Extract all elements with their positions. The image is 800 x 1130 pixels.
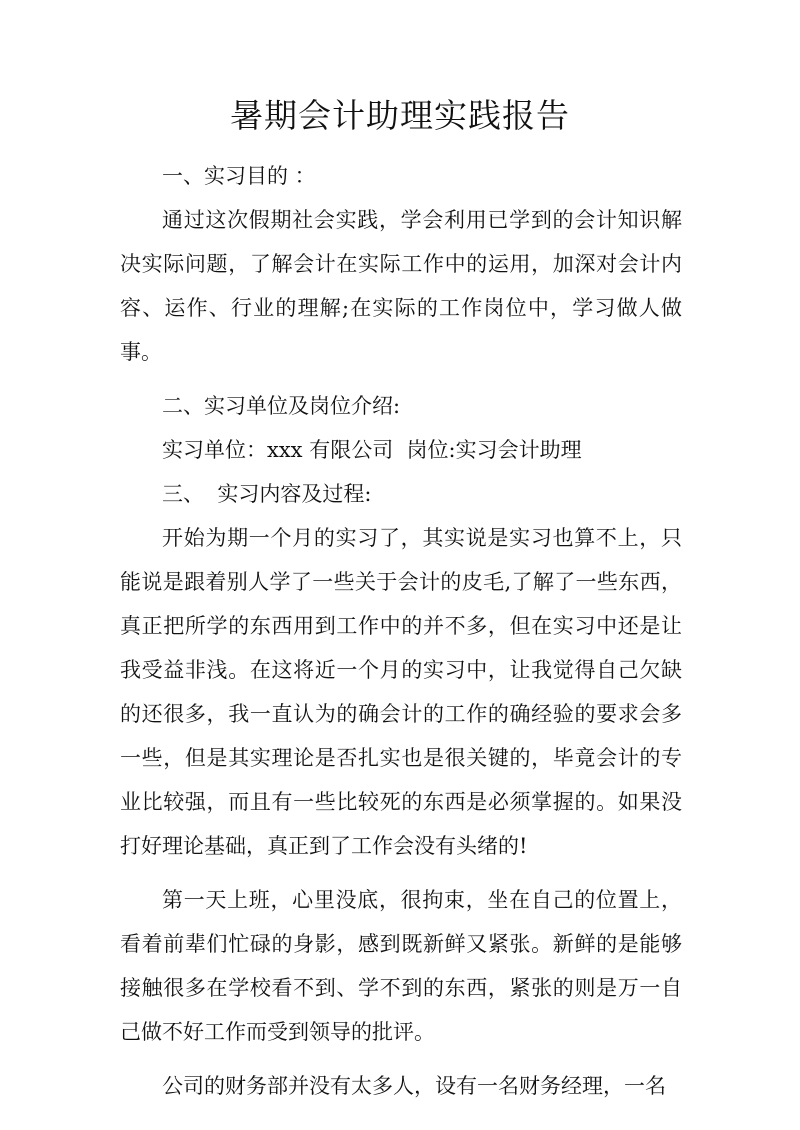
paragraph-content-1: 开始为期一个月的实习了，其实说是实习也算不上，只能说是跟着别人学了一些关于会计的皮毛,了解了一些东西，真正把所学的东西用到工作中的并不多，但在实习中还是让我受益非浅。在这将近一个月的实习中，让我觉得自己欠缺的还很多，我一直认为的确会计的工作的确经验的要求会多一些，但是其实理论是否扎实也是很关键的，毕竟会计的专业比较强，而且有一些比较死的东西是必须掌握的。如果没打好理论基础，真正到了工作会没有头绪的! <box>120 526 682 858</box>
paragraph-unit-info: 实习单位：xxx 有限公司 岗位:实习会计助理 <box>162 438 582 462</box>
document-body <box>120 154 682 1108</box>
section-heading-content: 三、 实习内容及过程: <box>162 482 372 506</box>
section-heading-unit: 二、实习单位及岗位介绍: <box>162 394 401 418</box>
paragraph-content-2: 第一天上班，心里没底，很拘束，坐在自己的位置上，看着前辈们忙碌的身影，感到既新鲜又紧张。新鲜的是能够接触很多在学校看不到、学不到的东西，紧张的则是万一自己做不好工作而受到领导的批评。 <box>120 888 682 1044</box>
document-title: 暑期会计助理实践报告 <box>230 96 570 135</box>
section-heading-purpose: 一、实习目的 ： <box>162 164 316 188</box>
paragraph-purpose: 通过这次假期社会实践，学会利用已学到的会计知识解决实际问题，了解会计在实际工作中的运用，加深对会计内容、运作、行业的理解;在实际的工作岗位中，学习做人做事。 <box>120 208 682 364</box>
paragraph-content-3: 公司的财务部并没有太多人，设有一名财务经理，一名 <box>162 1074 666 1098</box>
